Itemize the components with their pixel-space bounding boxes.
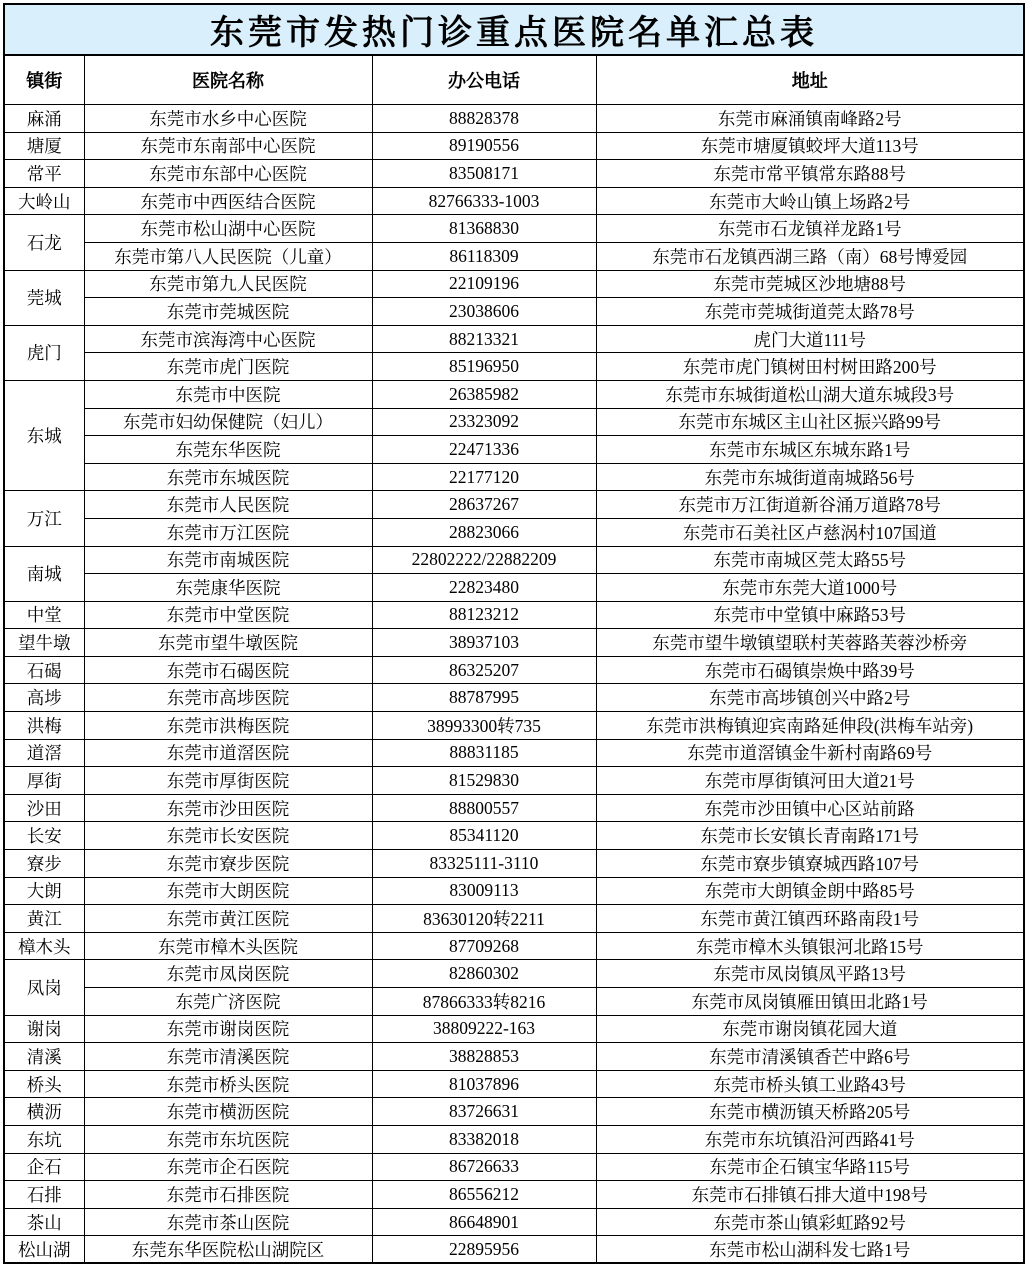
table-row <box>4 1236 1024 1264</box>
town-cell: 塘厦 <box>4 132 84 160</box>
phone-cell: 85196950 <box>372 353 596 381</box>
phone-cell: 83630120转2211 <box>372 905 596 933</box>
hospital-name-cell: 东莞东华医院 <box>84 436 372 464</box>
phone-cell: 81368830 <box>372 215 596 243</box>
town-cell: 松山湖 <box>4 1236 84 1264</box>
table-row <box>4 105 1024 133</box>
hospital-name-cell: 东莞市滨海湾中心医院 <box>84 325 372 353</box>
town-cell: 桥头 <box>4 1070 84 1098</box>
table-row <box>4 491 1024 519</box>
address-cell: 东莞市沙田镇中心区站前路 <box>596 794 1024 822</box>
phone-cell: 22823480 <box>372 574 596 602</box>
phone-cell: 88800557 <box>372 794 596 822</box>
address-cell: 东莞市东莞大道1000号 <box>596 574 1024 602</box>
address-cell: 东莞市石美社区卢慈涡村107国道 <box>596 518 1024 546</box>
town-cell: 黄江 <box>4 905 84 933</box>
hospital-name-cell: 东莞市第九人民医院 <box>84 270 372 298</box>
address-cell: 东莞市高埗镇创兴中路2号 <box>596 684 1024 712</box>
hospital-name-cell: 东莞市水乡中心医院 <box>84 105 372 133</box>
town-cell: 企石 <box>4 1153 84 1181</box>
address-cell: 东莞市东城街道松山湖大道东城段3号 <box>596 380 1024 408</box>
town-cell: 万江 <box>4 491 84 546</box>
table-row <box>4 187 1024 215</box>
hospital-name-cell: 东莞市松山湖中心医院 <box>84 215 372 243</box>
table-row <box>4 932 1024 960</box>
phone-cell: 38828853 <box>372 1043 596 1071</box>
table-row <box>4 1070 1024 1098</box>
hospital-name-cell: 东莞市茶山医院 <box>84 1208 372 1236</box>
table-row <box>4 1181 1024 1209</box>
address-cell: 东莞市横沥镇天桥路205号 <box>596 1098 1024 1126</box>
table-row <box>4 877 1024 905</box>
address-cell: 东莞市凤岗镇凤平路13号 <box>596 960 1024 988</box>
hospital-name-cell: 东莞市虎门医院 <box>84 353 372 381</box>
table-row <box>4 822 1024 850</box>
address-cell: 东莞市樟木头镇银河北路15号 <box>596 932 1024 960</box>
phone-cell: 88123212 <box>372 601 596 629</box>
town-cell: 清溪 <box>4 1043 84 1071</box>
hospital-name-cell: 东莞市莞城医院 <box>84 298 372 326</box>
title-row <box>4 4 1024 55</box>
table-row <box>4 242 1024 270</box>
table-row <box>4 546 1024 574</box>
address-cell: 东莞市莞城区沙地塘88号 <box>596 270 1024 298</box>
address-cell: 东莞市道滘镇金牛新村南路69号 <box>596 739 1024 767</box>
table-row <box>4 160 1024 188</box>
hospital-name-cell: 东莞市望牛墩医院 <box>84 629 372 657</box>
table-row <box>4 739 1024 767</box>
phone-cell: 38809222-163 <box>372 1015 596 1043</box>
town-cell: 高埗 <box>4 684 84 712</box>
hospital-name-cell: 东莞市企石医院 <box>84 1153 372 1181</box>
hospital-name-cell: 东莞市桥头医院 <box>84 1070 372 1098</box>
phone-cell: 83726631 <box>372 1098 596 1126</box>
hospital-name-cell: 东莞广济医院 <box>84 988 372 1016</box>
address-cell: 东莞市东坑镇沿河西路41号 <box>596 1125 1024 1153</box>
table-row <box>4 712 1024 740</box>
town-cell: 南城 <box>4 546 84 601</box>
town-cell: 茶山 <box>4 1208 84 1236</box>
hospital-name-cell: 东莞市中西医结合医院 <box>84 187 372 215</box>
hospital-name-cell: 东莞市厚街医院 <box>84 767 372 795</box>
town-cell: 石碣 <box>4 656 84 684</box>
town-cell: 道滘 <box>4 739 84 767</box>
table-row <box>4 684 1024 712</box>
phone-cell: 38937103 <box>372 629 596 657</box>
address-cell: 东莞市中堂镇中麻路53号 <box>596 601 1024 629</box>
phone-cell: 86556212 <box>372 1181 596 1209</box>
phone-cell: 87866333转8216 <box>372 988 596 1016</box>
phone-cell: 83009113 <box>372 877 596 905</box>
phone-cell: 81529830 <box>372 767 596 795</box>
town-cell: 洪梅 <box>4 712 84 740</box>
table-row <box>4 988 1024 1016</box>
address-cell: 东莞市东城街道南城路56号 <box>596 463 1024 491</box>
address-cell: 东莞市大岭山镇上场路2号 <box>596 187 1024 215</box>
hospital-name-cell: 东莞市人民医院 <box>84 491 372 519</box>
table-row <box>4 353 1024 381</box>
address-cell: 东莞市塘厦镇蛟坪大道113号 <box>596 132 1024 160</box>
table-row <box>4 601 1024 629</box>
phone-cell: 22802222/22882209 <box>372 546 596 574</box>
town-cell: 石排 <box>4 1181 84 1209</box>
phone-cell: 86325207 <box>372 656 596 684</box>
phone-cell: 86118309 <box>372 242 596 270</box>
table-row <box>4 132 1024 160</box>
town-cell: 大朗 <box>4 877 84 905</box>
phone-cell: 88787995 <box>372 684 596 712</box>
summary-sheet <box>3 3 1023 1264</box>
town-cell: 中堂 <box>4 601 84 629</box>
table-row <box>4 905 1024 933</box>
table-row <box>4 518 1024 546</box>
address-cell: 东莞市谢岗镇花园大道 <box>596 1015 1024 1043</box>
phone-cell: 22109196 <box>372 270 596 298</box>
phone-cell: 88213321 <box>372 325 596 353</box>
hospital-name-cell: 东莞市长安医院 <box>84 822 372 850</box>
phone-cell: 86648901 <box>372 1208 596 1236</box>
address-cell: 东莞市大朗镇金朗中路85号 <box>596 877 1024 905</box>
town-cell: 寮步 <box>4 850 84 878</box>
town-cell: 长安 <box>4 822 84 850</box>
town-cell: 凤岗 <box>4 960 84 1015</box>
address-cell: 东莞市长安镇长青南路171号 <box>596 822 1024 850</box>
address-cell: 东莞市万江街道新谷涌万道路78号 <box>596 491 1024 519</box>
town-cell: 常平 <box>4 160 84 188</box>
address-cell: 东莞市清溪镇香芒中路6号 <box>596 1043 1024 1071</box>
hospital-name-cell: 东莞市中堂医院 <box>84 601 372 629</box>
address-cell: 东莞市望牛墩镇望联村芙蓉路芙蓉沙桥旁 <box>596 629 1024 657</box>
address-cell: 东莞市寮步镇寮城西路107号 <box>596 850 1024 878</box>
phone-cell: 38993300转735 <box>372 712 596 740</box>
hospital-name-cell: 东莞市道滘医院 <box>84 739 372 767</box>
table-body <box>4 105 1024 1264</box>
phone-cell: 83382018 <box>372 1125 596 1153</box>
hospital-name-cell: 东莞市洪梅医院 <box>84 712 372 740</box>
hospital-name-cell: 东莞市东南部中心医院 <box>84 132 372 160</box>
address-cell: 东莞市凤岗镇雁田镇田北路1号 <box>596 988 1024 1016</box>
column-header-phone: 办公电话 <box>372 55 596 105</box>
table-row <box>4 408 1024 436</box>
hospital-name-cell: 东莞市东城医院 <box>84 463 372 491</box>
hospital-name-cell: 东莞市凤岗医院 <box>84 960 372 988</box>
address-cell: 东莞市石碣镇崇焕中路39号 <box>596 656 1024 684</box>
town-cell: 石龙 <box>4 215 84 270</box>
table-row <box>4 298 1024 326</box>
address-cell: 东莞市麻涌镇南峰路2号 <box>596 105 1024 133</box>
phone-cell: 87709268 <box>372 932 596 960</box>
address-cell: 东莞市桥头镇工业路43号 <box>596 1070 1024 1098</box>
town-cell: 沙田 <box>4 794 84 822</box>
town-cell: 东坑 <box>4 1125 84 1153</box>
phone-cell: 85341120 <box>372 822 596 850</box>
address-cell: 东莞市黄江镇西环路南段1号 <box>596 905 1024 933</box>
town-cell: 樟木头 <box>4 932 84 960</box>
address-cell: 东莞市东城区主山社区振兴路99号 <box>596 408 1024 436</box>
table-row <box>4 1125 1024 1153</box>
phone-cell: 83508171 <box>372 160 596 188</box>
town-cell: 莞城 <box>4 270 84 325</box>
phone-cell: 28823066 <box>372 518 596 546</box>
column-header-hospital: 医院名称 <box>84 55 372 105</box>
phone-cell: 22895956 <box>372 1236 596 1264</box>
hospital-name-cell: 东莞市高埗医院 <box>84 684 372 712</box>
table-row <box>4 850 1024 878</box>
address-cell: 东莞市松山湖科发七路1号 <box>596 1236 1024 1264</box>
hospital-name-cell: 东莞市石碣医院 <box>84 656 372 684</box>
table-row <box>4 1208 1024 1236</box>
table-row <box>4 960 1024 988</box>
address-cell: 东莞市东城区东城东路1号 <box>596 436 1024 464</box>
phone-cell: 82860302 <box>372 960 596 988</box>
hospital-name-cell: 东莞市石排医院 <box>84 1181 372 1209</box>
hospital-name-cell: 东莞市妇幼保健院（妇儿） <box>84 408 372 436</box>
address-cell: 东莞市石龙镇西湖三路（南）68号博爱园 <box>596 242 1024 270</box>
phone-cell: 81037896 <box>372 1070 596 1098</box>
hospital-name-cell: 东莞市谢岗医院 <box>84 1015 372 1043</box>
address-cell: 东莞市厚街镇河田大道21号 <box>596 767 1024 795</box>
hospital-name-cell: 东莞市南城医院 <box>84 546 372 574</box>
table-row <box>4 436 1024 464</box>
table-row <box>4 629 1024 657</box>
address-cell: 东莞市石排镇石排大道中198号 <box>596 1181 1024 1209</box>
phone-cell: 23323092 <box>372 408 596 436</box>
table-row <box>4 380 1024 408</box>
hospital-name-cell: 东莞市东部中心医院 <box>84 160 372 188</box>
hospital-name-cell: 东莞市黄江医院 <box>84 905 372 933</box>
address-cell: 东莞市企石镇宝华路115号 <box>596 1153 1024 1181</box>
column-header-address: 地址 <box>596 55 1024 105</box>
table-row <box>4 794 1024 822</box>
table-row <box>4 1043 1024 1071</box>
table-row <box>4 270 1024 298</box>
phone-cell: 23038606 <box>372 298 596 326</box>
town-cell: 望牛墩 <box>4 629 84 657</box>
phone-cell: 22471336 <box>372 436 596 464</box>
hospital-name-cell: 东莞市第八人民医院（儿童） <box>84 242 372 270</box>
table-row <box>4 1015 1024 1043</box>
phone-cell: 22177120 <box>372 463 596 491</box>
table-row <box>4 463 1024 491</box>
table-row <box>4 574 1024 602</box>
phone-cell: 88828378 <box>372 105 596 133</box>
town-cell: 虎门 <box>4 325 84 380</box>
hospital-name-cell: 东莞东华医院松山湖院区 <box>84 1236 372 1264</box>
table-row <box>4 325 1024 353</box>
hospital-name-cell: 东莞市樟木头医院 <box>84 932 372 960</box>
column-header-town: 镇街 <box>4 55 84 105</box>
town-cell: 谢岗 <box>4 1015 84 1043</box>
phone-cell: 83325111-3110 <box>372 850 596 878</box>
phone-cell: 82766333-1003 <box>372 187 596 215</box>
address-cell: 东莞市常平镇常东路88号 <box>596 160 1024 188</box>
address-cell: 东莞市茶山镇彩虹路92号 <box>596 1208 1024 1236</box>
hospital-name-cell: 东莞康华医院 <box>84 574 372 602</box>
phone-cell: 26385982 <box>372 380 596 408</box>
hospital-name-cell: 东莞市横沥医院 <box>84 1098 372 1126</box>
phone-cell: 89190556 <box>372 132 596 160</box>
town-cell: 厚街 <box>4 767 84 795</box>
page-title: 东莞市发热门诊重点医院名单汇总表 <box>4 4 1024 55</box>
table-row <box>4 767 1024 795</box>
address-cell: 虎门大道111号 <box>596 325 1024 353</box>
table-row <box>4 1098 1024 1126</box>
hospital-name-cell: 东莞市中医院 <box>84 380 372 408</box>
table-row <box>4 215 1024 243</box>
hospital-name-cell: 东莞市万江医院 <box>84 518 372 546</box>
town-cell: 横沥 <box>4 1098 84 1126</box>
address-cell: 东莞市莞城街道莞太路78号 <box>596 298 1024 326</box>
phone-cell: 88831185 <box>372 739 596 767</box>
table-row <box>4 1153 1024 1181</box>
address-cell: 东莞市虎门镇树田村树田路200号 <box>596 353 1024 381</box>
address-cell: 东莞市石龙镇祥龙路1号 <box>596 215 1024 243</box>
hospital-name-cell: 东莞市大朗医院 <box>84 877 372 905</box>
address-cell: 东莞市洪梅镇迎宾南路延伸段(洪梅车站旁) <box>596 712 1024 740</box>
hospital-name-cell: 东莞市沙田医院 <box>84 794 372 822</box>
town-cell: 大岭山 <box>4 187 84 215</box>
town-cell: 东城 <box>4 380 84 490</box>
phone-cell: 28637267 <box>372 491 596 519</box>
hospital-name-cell: 东莞市东坑医院 <box>84 1125 372 1153</box>
table-row <box>4 656 1024 684</box>
hospital-table <box>3 3 1025 1264</box>
phone-cell: 86726633 <box>372 1153 596 1181</box>
address-cell: 东莞市南城区莞太路55号 <box>596 546 1024 574</box>
town-cell: 麻涌 <box>4 105 84 133</box>
hospital-name-cell: 东莞市寮步医院 <box>84 850 372 878</box>
table-header-row <box>4 55 1024 105</box>
hospital-name-cell: 东莞市清溪医院 <box>84 1043 372 1071</box>
